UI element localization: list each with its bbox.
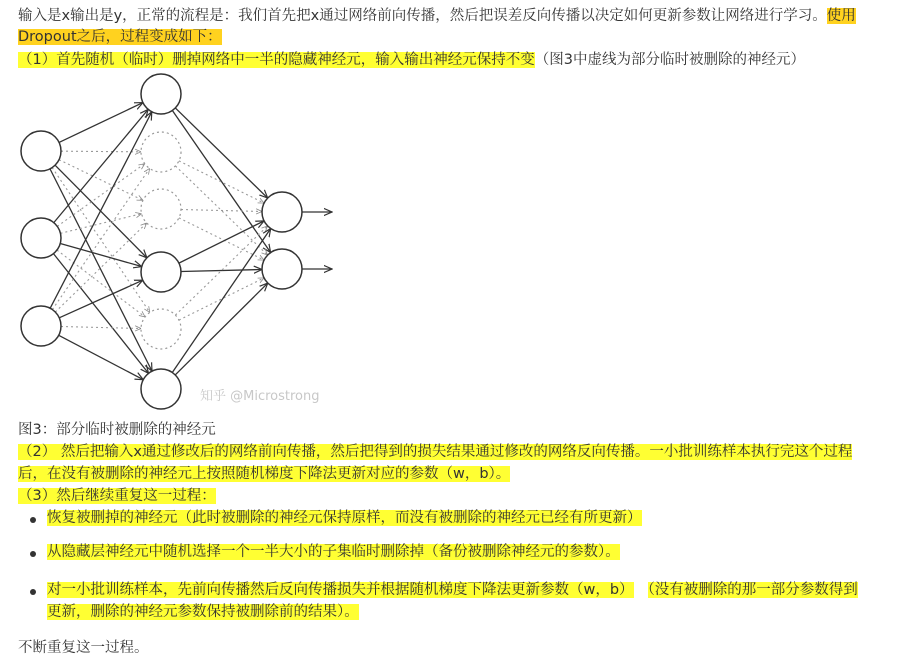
dropout-network-figure [14,70,344,415]
intro-line-1 [18,6,856,26]
bullet-dot [30,551,36,557]
figure-watermark: 知乎 @Microstrong [200,389,320,404]
bullet-1-text: 恢复被删掉的神经元（此时被删除的神经元保持原样，而没有被删除的神经元已经有所更新） [47,510,642,526]
step1-highlight: （1）首先随机（临时）删掉网络中一半的隐藏神经元，输入输出神经元保持不变 [18,52,535,68]
bullet-2-text: 从隐藏层神经元中随机选择一个一半大小的子集临时删除掉（备份被删除神经元的参数）。 [47,544,620,560]
intro-line-2 [18,27,222,47]
step2-text-1: （2） 然后把输入x通过修改后的网络前向传播，然后把得到的损失结果通过修改的网络反向传播。一小批训练样本执行完这个过程 [18,444,853,460]
step3-title [18,486,216,506]
hidden-neuron [141,252,181,292]
figure-caption: 图3：部分临时被删除的神经元 [18,422,216,438]
intro-highlight-2: Dropout之后，过程变成如下： [18,29,222,45]
step2-text-2: 后，在没有被删除的神经元上按照随机梯度下降法更新对应的参数（w，b）。 [18,466,511,482]
step2-line-1 [18,442,852,462]
connection [60,243,142,266]
output-neuron [262,249,302,289]
list-item [47,542,620,562]
step1-note: （图3中虚线为部分临时被删除的神经元） [534,52,805,68]
connection [175,108,267,198]
connection [54,109,148,222]
bullet-dot [30,517,36,523]
bullet-3-extra: （没有被删除的那一部分参数得到 [647,582,858,598]
bullet-3-text-2: 更新，删除的神经元参数保持被删除前的结果）。 [47,604,359,620]
network-nodes [21,74,302,409]
hidden-neuron [141,369,181,409]
connection [50,112,152,308]
hidden-neuron [141,74,181,114]
bullet-dot [30,589,36,595]
connection [172,229,270,373]
dropped-hidden-neuron [141,189,181,229]
connection [181,269,262,271]
connection [59,103,143,143]
connection [50,169,152,371]
step3-title-text: （3）然后继续重复这一过程： [18,488,216,504]
dropped-connection [61,151,141,152]
dropped-connection [181,209,262,211]
input-neuron [21,131,61,171]
step1-line [18,50,805,70]
connection [59,280,143,318]
connection [55,165,147,258]
output-neuron [262,192,302,232]
intro-highlight: 使用 [826,8,856,24]
list-item [47,508,642,528]
connection [175,283,268,375]
connection [172,110,270,252]
network-edges [50,103,332,380]
intro-text: 输入是x输出是y，正常的流程是：我们首先把x通过网络前向传播，然后把误差反向传播以决定如何更新参数让网络进行学习。 [18,8,827,24]
closing-text: 不断重复这一过程。 [18,640,149,656]
dropped-hidden-neuron [141,132,181,172]
list-item-continuation [47,602,359,622]
connection [59,335,144,379]
input-neuron [21,218,61,258]
dropped-hidden-neuron [141,309,181,349]
bullet-3-text: 对一小批训练样本，先前向传播然后反向传播损失并根据随机梯度下降法更新参数（w，b） [47,582,634,598]
dropped-connection [60,214,141,234]
step2-line-2 [18,464,510,484]
input-neuron [21,306,61,346]
list-item [47,580,858,600]
